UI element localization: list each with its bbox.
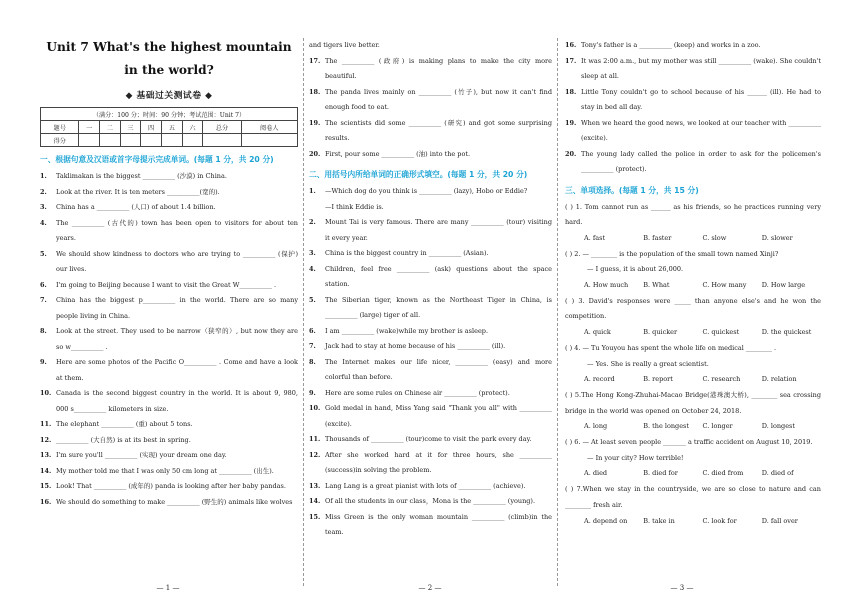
question-item bbox=[565, 147, 821, 178]
question-number: 17. bbox=[565, 56, 577, 65]
mc-question bbox=[565, 388, 821, 435]
question-item bbox=[40, 293, 298, 324]
question-text: It was 2:00 a.m., but my mother was still __________ (wake). She couldn't sleep at all. bbox=[581, 56, 821, 80]
column-3 bbox=[565, 38, 821, 529]
question-number: 11. bbox=[309, 435, 321, 443]
question-item bbox=[309, 85, 552, 116]
mc-option: D. longest bbox=[761, 422, 795, 431]
question-number: 10. bbox=[309, 404, 321, 412]
question-text: Thousands of __________ (tour)come to visit the park every day. bbox=[325, 435, 532, 443]
question-number: 3. bbox=[40, 203, 47, 211]
question-number: 9. bbox=[309, 388, 316, 397]
question-item bbox=[309, 324, 552, 340]
question-text: Look at the river. It is ten meters __________(宽的). bbox=[56, 187, 220, 196]
question-text: Look! That __________ (成年的) panda is looking after her baby pandas. bbox=[56, 482, 286, 490]
question-item bbox=[309, 510, 552, 541]
question-text: Lang Lang is a great pianist with lots of __________ (achieve). bbox=[325, 481, 526, 490]
mc-option: C. How many bbox=[702, 281, 747, 290]
question-item bbox=[309, 262, 552, 293]
question-text: China is the biggest country in __________ (Asian). bbox=[325, 249, 489, 257]
mc-option: C. slow bbox=[702, 233, 727, 242]
question-item bbox=[565, 38, 821, 54]
mc-option: B. report bbox=[643, 375, 673, 384]
question-text: Little Tony couldn't go to school because of his ______ (ill). He had to stay in bed all day. bbox=[581, 87, 821, 111]
score-cell bbox=[100, 134, 121, 147]
mc-question-text: ( ) 2. — ________ is the population of the small town named Xinji? bbox=[565, 249, 779, 258]
question-text: Miss Green is the only woman mountain __________ (climb)in the team. bbox=[325, 512, 552, 536]
mc-option: B. What bbox=[643, 281, 670, 290]
mc-reply-text: — In your city? How terrible! bbox=[587, 453, 684, 462]
question-text: Tony's father is a __________ (keep) and works in a zoo. bbox=[581, 41, 761, 49]
score-table-header: 六 bbox=[182, 121, 203, 134]
section-1-list bbox=[40, 169, 298, 510]
score-cell bbox=[182, 134, 203, 147]
mc-question bbox=[565, 247, 821, 294]
question-text: After she worked hard at it for three hours, she __________ (success)in solving the problem. bbox=[325, 450, 552, 474]
mc-option: A. quick bbox=[584, 328, 611, 337]
mc-options bbox=[565, 372, 821, 388]
question-number: 20. bbox=[309, 149, 321, 158]
question-item bbox=[309, 401, 552, 432]
question-text: —I think Eddie is. bbox=[325, 202, 384, 211]
question-text: Mount Tai is very famous. There are many __________ (tour) visiting it every year. bbox=[325, 218, 552, 242]
column-divider bbox=[557, 38, 558, 586]
score-table-header: 五 bbox=[161, 121, 182, 134]
mc-question-text: ( ) 4. — Tu Youyou has spent the whole life on medical ________ . bbox=[565, 343, 777, 352]
question-item bbox=[40, 448, 298, 464]
mc-option: D. slower bbox=[761, 233, 793, 242]
question-text: Taklimakan is the biggest __________ (沙漠) in China. bbox=[56, 172, 227, 180]
question-text: The Siberian tiger, known as the Northeast Tiger in China, is __________ (large) tiger of all. bbox=[325, 295, 552, 319]
question-item bbox=[309, 339, 552, 355]
mc-reply-text: — I guess, it is about 26,000. bbox=[587, 265, 684, 274]
mc-option: B. the longest bbox=[643, 422, 690, 431]
question-number: 8. bbox=[309, 357, 316, 366]
question-number: 17. bbox=[309, 56, 321, 65]
score-cell bbox=[79, 134, 100, 147]
question-item bbox=[565, 54, 821, 85]
score-table-header: 一 bbox=[79, 121, 100, 134]
question-number: 18. bbox=[565, 87, 577, 96]
question-number: 7. bbox=[40, 296, 47, 304]
score-table bbox=[40, 107, 298, 147]
mc-question bbox=[565, 341, 821, 388]
mc-option: C. longer bbox=[702, 422, 733, 431]
score-table-header: 二 bbox=[100, 121, 121, 134]
question-text: I'm sure you'll __________ (实现) your dream one day. bbox=[56, 451, 227, 459]
mc-question-text: ( ) 5.The Hong Kong-Zhuhai-Macao Bridge(港珠澳大桥), ________ sea crossing bridge in the world was opened on October 24, 2018. bbox=[565, 390, 821, 415]
mc-question bbox=[565, 200, 821, 247]
question-number: 13. bbox=[40, 451, 52, 459]
mc-options bbox=[565, 466, 821, 482]
mc-option: D. died of bbox=[761, 469, 794, 478]
mc-option: D. relation bbox=[761, 375, 797, 384]
question-text: First, pour some __________ (油) into the pot. bbox=[325, 149, 471, 158]
score-cell bbox=[161, 134, 182, 147]
mc-option: A. fast bbox=[584, 233, 606, 242]
score-cell bbox=[241, 134, 297, 147]
question-item bbox=[309, 293, 552, 324]
question-number: 1. bbox=[309, 187, 316, 195]
question-number: 14. bbox=[40, 466, 52, 475]
section-1-heading: 一、根据句意及汉语或首字母提示完成单词。(每题 1 分，共 20 分) bbox=[40, 155, 274, 164]
mc-question-text: ( ) 6. — At least seven people _______ a traffic accident on August 10, 2019. bbox=[565, 438, 813, 447]
question-item bbox=[40, 433, 298, 449]
question-text: The scientists did some __________ (研究) and got some surprising results. bbox=[325, 118, 552, 142]
question-text: We should do something to make __________ (野生的) animals like wolves bbox=[56, 497, 293, 506]
question-text: The elephant __________ (重) about 5 tons. bbox=[56, 420, 193, 428]
score-table-header: 四 bbox=[141, 121, 162, 134]
question-text: Canada is the second biggest country in the world. It is about 9, 980, 000 s__________ kilometers in size. bbox=[56, 389, 298, 413]
question-text: Look at the street. They used to be narrow（狭窄的）, but now they are so w__________ . bbox=[56, 327, 298, 351]
question-number: 2. bbox=[309, 218, 316, 226]
question-number: 18. bbox=[309, 87, 321, 96]
score-cell bbox=[203, 134, 241, 147]
mc-question-text: ( ) 3. David's responses were _____ than anyone else's and he won the competition. bbox=[565, 296, 821, 321]
page-number: — 3 — bbox=[670, 584, 694, 592]
question-item bbox=[309, 215, 552, 246]
score-table-header: 总分 bbox=[203, 121, 241, 134]
question-item bbox=[40, 185, 298, 201]
question-item bbox=[309, 355, 552, 386]
question-item bbox=[309, 116, 552, 147]
question-item bbox=[309, 54, 552, 85]
question-number: 7. bbox=[309, 342, 316, 350]
question-item bbox=[40, 386, 298, 417]
question-text: The young lady called the police in order to ask for the policemen's __________ (protect). bbox=[581, 149, 821, 173]
question-item bbox=[309, 147, 552, 163]
section-3-list bbox=[565, 200, 821, 530]
mc-options bbox=[565, 231, 821, 247]
question-number: 5. bbox=[309, 295, 316, 304]
question-text: China has the biggest p__________ in the world. There are so many people living in China. bbox=[56, 296, 298, 320]
mc-option: C. died from bbox=[702, 469, 744, 478]
page-number: — 1 — bbox=[156, 584, 180, 592]
question-number: 11. bbox=[40, 420, 52, 428]
section-1-list-continued bbox=[309, 54, 552, 163]
question-number: 19. bbox=[309, 118, 321, 127]
question-number: 12. bbox=[309, 450, 321, 459]
mc-option: A. died bbox=[584, 469, 608, 478]
column-1 bbox=[40, 36, 298, 510]
question-item bbox=[40, 464, 298, 480]
question-number: 6. bbox=[309, 326, 316, 335]
mc-option: C. look for bbox=[702, 516, 737, 525]
section-2-list bbox=[309, 184, 552, 541]
mc-option: D. fall over bbox=[761, 516, 798, 525]
question-number: 6. bbox=[40, 280, 47, 289]
question-text: The __________ (政府) is making plans to make the city more beautiful. bbox=[325, 56, 552, 80]
mc-option: B. take in bbox=[643, 516, 675, 525]
mc-option: A. record bbox=[584, 375, 615, 384]
mc-option: C. research bbox=[702, 375, 741, 384]
question-number: 19. bbox=[565, 118, 577, 127]
column-divider bbox=[303, 38, 304, 586]
question-item bbox=[40, 355, 298, 386]
question-item bbox=[40, 247, 298, 278]
question-number bbox=[309, 200, 325, 216]
question-item bbox=[40, 216, 298, 247]
question-number: 13. bbox=[309, 481, 321, 490]
mc-option: B. quicker bbox=[643, 328, 678, 337]
question-number: 15. bbox=[309, 512, 321, 521]
question-text: —Which dog do you think is __________ (lazy), Hobo or Eddie? bbox=[325, 187, 528, 195]
question-text: We should show kindness to doctors who are trying to __________ (保护) our lives. bbox=[56, 249, 298, 273]
question-number: 4. bbox=[40, 218, 47, 227]
mc-option: A. How much bbox=[584, 281, 629, 290]
mc-question bbox=[565, 482, 821, 529]
question-text: When we heard the good news, we looked at our teacher with __________ (excite). bbox=[581, 118, 821, 142]
section-2-heading: 二、用括号内所给单词的正确形式填空。(每题 1 分，共 20 分) bbox=[309, 170, 528, 179]
question-item bbox=[40, 417, 298, 433]
question-item bbox=[309, 479, 552, 495]
question-text: Jack had to stay at home because of his __________ (ill). bbox=[325, 342, 506, 350]
question-item bbox=[40, 169, 298, 185]
question-number: 12. bbox=[40, 435, 52, 444]
question-item bbox=[40, 495, 298, 511]
score-table-header: 阅卷人 bbox=[241, 121, 297, 134]
question-item bbox=[40, 479, 298, 495]
question-item bbox=[309, 246, 552, 262]
question-text: China has a __________ (人口) of about 1.4 billion. bbox=[56, 203, 216, 211]
question-number: 10. bbox=[40, 389, 52, 397]
question-text: Here are some rules on Chinese air __________ (protect). bbox=[325, 388, 510, 397]
question-text: I'm going to Beijing because I want to visit the Great W__________ . bbox=[56, 280, 277, 289]
question-item bbox=[309, 200, 552, 216]
section-2-list-continued bbox=[565, 38, 821, 178]
question-item bbox=[309, 432, 552, 448]
mc-options bbox=[565, 325, 821, 341]
question-item bbox=[565, 85, 821, 116]
page-number: — 2 — bbox=[418, 584, 442, 592]
question-number: 15. bbox=[40, 482, 52, 490]
question-item bbox=[309, 184, 552, 200]
question-number: 8. bbox=[40, 327, 47, 335]
question-text: I am __________ (wake)while my brother is asleep. bbox=[325, 326, 489, 335]
question-number: 20. bbox=[565, 149, 577, 158]
question-number: 14. bbox=[309, 497, 321, 505]
mc-option: B. died for bbox=[643, 469, 678, 478]
question-number: 16. bbox=[40, 497, 52, 506]
question-number: 3. bbox=[309, 249, 316, 257]
mc-reply-text: — Yes. She is really a great scientist. bbox=[587, 359, 709, 368]
question-text: Children, feel free __________ (ask) questions about the space station. bbox=[325, 264, 552, 288]
mc-question bbox=[565, 294, 821, 341]
score-row-label: 得分 bbox=[41, 134, 79, 147]
question-item bbox=[309, 386, 552, 402]
mc-option: A. long bbox=[584, 422, 608, 431]
mc-question bbox=[565, 435, 821, 482]
mc-option: B. faster bbox=[643, 233, 672, 242]
question-item bbox=[40, 200, 298, 216]
question-text: The __________ (古代的) town has been open to visitors for about ten years. bbox=[56, 218, 298, 242]
question-text: Of all the students in our class，Mona is the __________ (young). bbox=[325, 497, 536, 505]
question-text: The Internet makes our life nicer, __________ (easy) and more colorful than before. bbox=[325, 357, 552, 381]
mc-options bbox=[565, 278, 821, 294]
mc-option: A. depend on bbox=[584, 516, 628, 525]
question-item bbox=[309, 448, 552, 479]
score-table-header: 题号 bbox=[41, 121, 79, 134]
question-text: Gold medal in hand, Miss Yang said "Thank you all" with __________ (excite). bbox=[325, 404, 552, 428]
score-cell bbox=[120, 134, 141, 147]
column-2 bbox=[309, 38, 552, 541]
question-number: 4. bbox=[309, 264, 316, 273]
page-title: Unit 7 What's the highest mountain in the world? bbox=[46, 40, 292, 77]
mc-options bbox=[565, 514, 821, 530]
mc-question-text: ( ) 7.When we stay in the countryside, we are so close to nature and can ________ fresh air. bbox=[565, 485, 821, 509]
question-number: 1. bbox=[40, 172, 47, 180]
score-table-info: （满分：100 分；时间：90 分钟；考试范围：Unit 7） bbox=[41, 108, 298, 121]
question-number: 2. bbox=[40, 187, 47, 196]
section-3-heading: 三、单项选择。(每题 1 分，共 15 分) bbox=[565, 185, 699, 195]
score-table-header: 三 bbox=[120, 121, 141, 134]
question-text: __________ (大自然) is at its best in spring. bbox=[56, 435, 191, 444]
question-item bbox=[565, 116, 821, 147]
question-text: The panda lives mainly on __________ (竹子), but now it can't find enough food to eat. bbox=[325, 87, 552, 111]
page-subtitle: ◆ 基础过关测试卷 ◆ bbox=[125, 91, 213, 101]
mc-option: C. quickest bbox=[702, 328, 740, 337]
question-number: 5. bbox=[40, 249, 47, 258]
question-item bbox=[309, 494, 552, 510]
mc-options bbox=[565, 419, 821, 435]
continued-text: and tigers live better. bbox=[309, 41, 380, 49]
question-item bbox=[40, 324, 298, 355]
question-number: 9. bbox=[40, 358, 47, 366]
question-number: 16. bbox=[565, 41, 577, 49]
mc-option: D. the quickest bbox=[761, 328, 812, 337]
mc-option: D. How large bbox=[761, 281, 806, 290]
score-cell bbox=[141, 134, 162, 147]
question-item bbox=[40, 278, 298, 294]
mc-question-text: ( ) 1. Tom cannot run as ______ as his friends, so he practices running very hard. bbox=[565, 202, 821, 227]
question-text: Here are some photos of the Pacific O__________ . Come and have a look at them. bbox=[56, 358, 298, 382]
question-text: My mother told me that I was only 50 cm long at __________ (出生). bbox=[56, 466, 274, 475]
